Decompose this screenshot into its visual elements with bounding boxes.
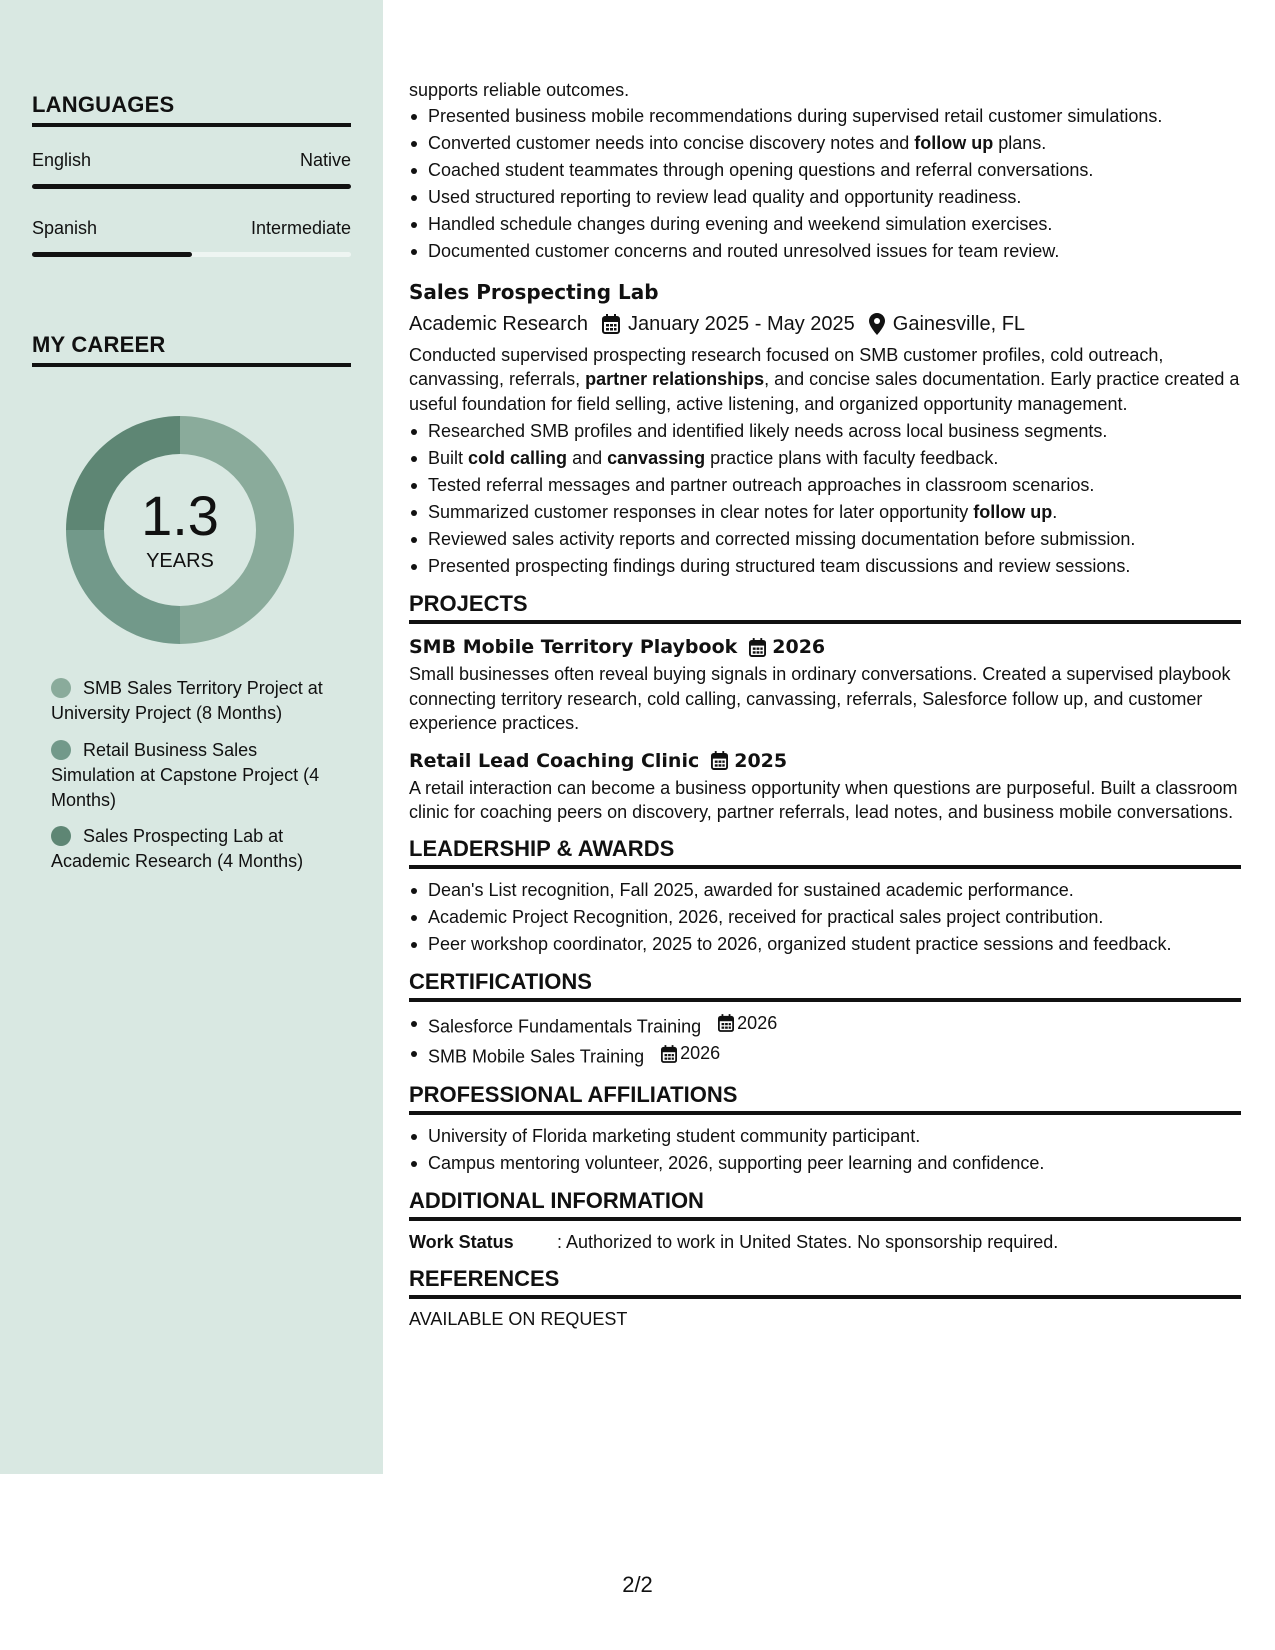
job-meta [409,307,1241,341]
career-total: 1.3 [141,484,219,547]
language-level: Intermediate [250,218,351,238]
job-dates: January 2025 - May 2025 [627,312,855,335]
project-title: SMB Mobile Territory Playbook [409,636,738,658]
project-description: A retail interaction can become a business opportunity when questions are purposeful. Built a classroom clinic for coaching peers on discovery, partner referrals, lead notes, and business mobile conversations. [409,777,1238,822]
additional-heading: ADDITIONAL INFORMATION [409,1189,1241,1221]
legend-dot [51,740,71,760]
project-description: Small businesses often reveal buying signals in ordinary conversations. Created a supervised playbook connecting territory research, cold calling, canvassing, referrals, Salesforce follow up, and customer experience practices. [409,664,1231,733]
certifications-heading: CERTIFICATIONS [409,970,1241,1002]
language-bar-fill [32,252,192,257]
career-legend-item [51,824,331,874]
job-title: Sales Prospecting Lab [409,279,659,304]
experience-intro-tail: supports reliable outcomes. [409,80,630,100]
list-item: Reviewed sales activity reports and corrected missing documentation before submission. [409,526,1241,553]
work-status-row [409,1229,1241,1255]
language-bar-spanish [32,252,351,257]
main-content [409,78,1241,1331]
cert-name: SMB Mobile Sales Training [428,1046,645,1067]
affiliations-heading: PROFESSIONAL AFFILIATIONS [409,1083,1241,1115]
references-heading: REFERENCES [409,1267,1241,1299]
calendar-icon [749,638,766,657]
language-level: Native [299,150,351,170]
work-status-label: Work Status [409,1231,514,1252]
list-item: Academic Project Recognition, 2026, received for practical sales project contribution. [409,904,1241,931]
list-item [409,1010,1241,1041]
calendar-icon [661,1045,677,1063]
awards-heading: LEADERSHIP & AWARDS [409,837,1241,869]
language-row-spanish [32,218,351,239]
list-item: Presented business mobile recommendations during supervised retail customer simulations. [409,103,1241,130]
certifications-list [409,1010,1241,1071]
career-unit: YEARS [146,550,214,572]
references-text: AVAILABLE ON REQUEST [409,1308,628,1329]
language-name: Spanish [32,218,98,238]
list-item: Peer workshop coordinator, 2025 to 2026, organized student practice sessions and feedback. [409,931,1241,958]
career-legend-item [51,676,331,726]
list-item: Handled schedule changes during evening and weekend simulation exercises. [409,211,1241,238]
legend-dot [51,826,71,846]
list-item [409,1040,1241,1071]
job-location: Gainesville, FL [892,312,1026,335]
career-legend-item [51,738,331,813]
list-item: Summarized customer responses in clear notes for later opportunity follow up. [409,499,1241,526]
awards-list [409,877,1241,958]
work-status-value: : Authorized to work in United States. No sponsorship required. [557,1231,1059,1252]
languages-heading: LANGUAGES [32,92,351,127]
legend-text: Retail Business Sales Simulation at Capstone Project (4 Months) [51,740,320,810]
page-number: 2/2 [622,1572,653,1597]
list-item: Presented prospecting findings during structured team discussions and review sessions. [409,553,1241,580]
list-item: Documented customer concerns and routed unresolved issues for team review. [409,238,1241,265]
job-summary: Conducted supervised prospecting research focused on SMB customer profiles, cold outreach, canvassing, referrals, partner relationships, and concise sales documentation. Early practice created a useful foundation for field selling, active listening, and organized opportunity management. [409,344,1240,414]
career-heading: MY CAREER [32,332,351,367]
list-item: Coached student teammates through opening questions and referral conversations. [409,157,1241,184]
cert-year: 2026 [680,1043,721,1063]
experience-prev-bullets [409,103,1241,265]
list-item: Campus mentoring volunteer, 2026, supporting peer learning and confidence. [409,1150,1241,1177]
projects-heading: PROJECTS [409,592,1241,624]
location-pin-icon [869,313,885,335]
project-title-row [409,746,1241,776]
sidebar [0,0,383,1474]
list-item: Converted customer needs into concise discovery notes and follow up plans. [409,130,1241,157]
legend-dot [51,678,71,698]
list-item: University of Florida marketing student community participant. [409,1123,1241,1150]
job-bullets [409,418,1241,580]
legend-text: Sales Prospecting Lab at Academic Research (4 Months) [51,826,304,871]
language-row-english [32,150,351,171]
list-item: Dean's List recognition, Fall 2025, awarded for sustained academic performance. [409,877,1241,904]
project-title-row [409,632,1241,662]
list-item: Tested referral messages and partner outreach approaches in classroom scenarios. [409,472,1241,499]
language-bar-english [32,184,351,189]
donut-segment-2 [66,530,180,644]
list-item: Built cold calling and canvassing practice plans with faculty feedback. [409,445,1241,472]
project-year: 2025 [734,749,788,772]
job-org: Academic Research [409,312,588,335]
affiliations-list [409,1123,1241,1177]
calendar-icon [718,1014,734,1032]
calendar-icon [711,751,728,770]
legend-text: SMB Sales Territory Project at University Project (8 Months) [51,678,323,723]
list-item: Used structured reporting to review lead quality and opportunity readiness. [409,184,1241,211]
cert-name: Salesforce Fundamentals Training [428,1016,702,1036]
calendar-icon [602,314,620,334]
project-year: 2026 [772,636,826,658]
language-name: English [32,150,92,170]
language-bar-fill [32,184,351,189]
project-title: Retail Lead Coaching Clinic [409,749,700,772]
list-item: Researched SMB profiles and identified likely needs across local business segments. [409,418,1241,445]
cert-year: 2026 [737,1012,778,1033]
